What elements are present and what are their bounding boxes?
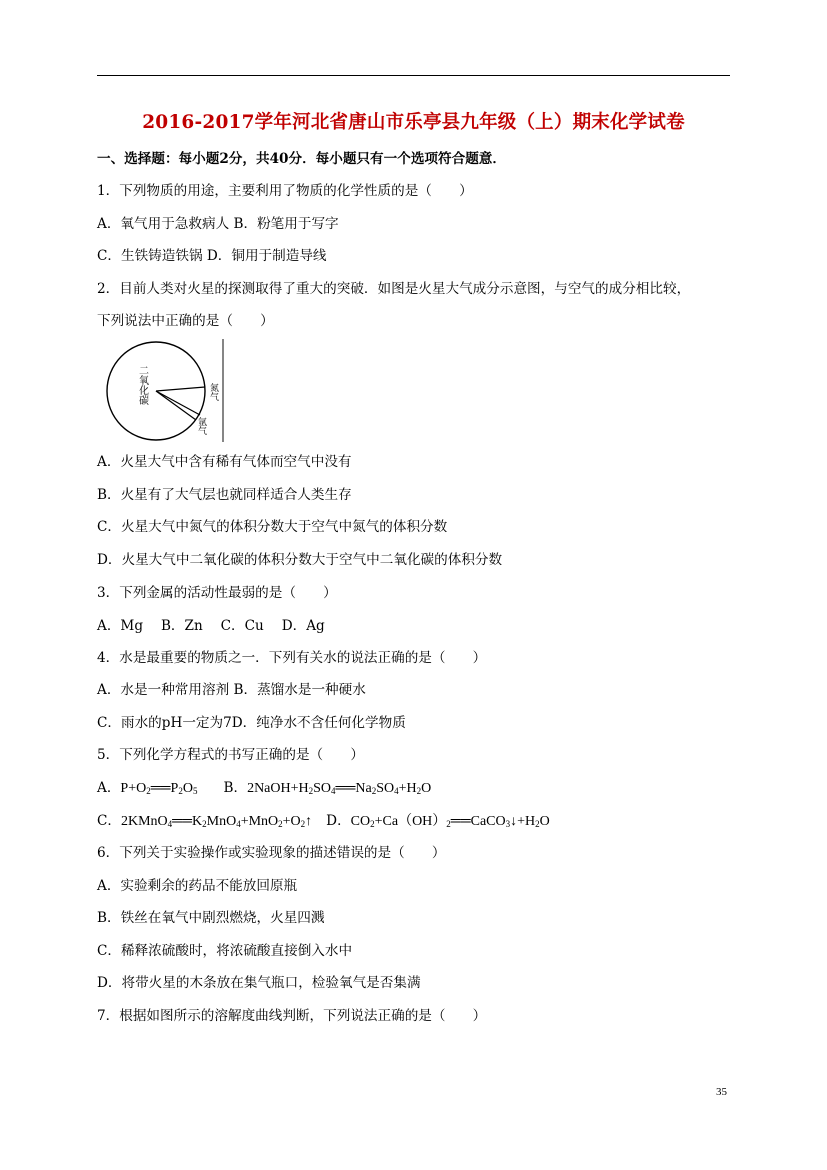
label-nitrogen: 氮气 [208,383,218,401]
question-5-options-ab [97,779,431,798]
question-1-stem: 1．下列物质的用途，主要利用了物质的化学性质的是（ ） [97,183,473,199]
question-4-stem: 4．水是最重要的物质之一．下列有关水的说法正确的是（ ） [97,650,487,666]
question-3-stem: 3．下列金属的活动性最弱的是（ ） [97,585,337,601]
mars-atmosphere-pie-figure [97,337,227,444]
question-3-options: A．Mg B．Zn C．Cu D．Ag [97,618,325,634]
option-d-label: D． [326,813,351,829]
question-1-option-line: C．生铁铸造铁锅 D．铜用于制造导线 [97,248,327,264]
label-argon: 氩气 [196,417,206,435]
question-7-stem: 7．根据如图所示的溶解度曲线判断，下列说法正确的是（ ） [97,1008,487,1024]
pie-divider [156,391,196,420]
option-a-label: A． [97,780,121,796]
question-2-option: A．火星大气中含有稀有气体而空气中没有 [97,454,352,470]
question-6-stem: 6．下列关于实验操作或实验现象的描述错误的是（ ） [97,845,446,861]
question-6-option: C．稀释浓硫酸时，将浓硫酸直接倒入水中 [97,943,353,959]
question-4-option-line: A．水是一种常用溶剂 B．蒸馏水是一种硬水 [97,682,366,698]
question-5-options-cd [97,812,550,831]
question-2-stem: 下列说法中正确的是（ ） [97,313,274,329]
option-c-equation: $2KMnO_4══K_2MnO_4+MnO_2+O_2↑$ [121,814,313,829]
header-rule [97,75,730,76]
question-1-option-line: A．氧气用于急救病人 B．粉笔用于写字 [97,216,339,232]
option-a-equation: $P+O_2══P_2O_5$ [120,781,198,796]
option-d-equation: $CO_2+Ca(OH)_2══CaCO_3↓+H_2O$ [350,814,550,829]
option-b-equation: $2NaOH+H_2SO_4══Na_2SO_4+H_2O$ [247,781,432,796]
question-6-option: D．将带火星的木条放在集气瓶口，检验氧气是否集满 [97,975,421,991]
page-number: 35 [716,1086,727,1098]
question-2-option: C．火星大气中氮气的体积分数大于空气中氮气的体积分数 [97,519,448,535]
question-6-option: B．铁丝在氧气中剧烈燃烧，火星四溅 [97,910,325,926]
question-4-option-line: C．雨水的pH一定为7D．纯净水不含任何化学物质 [97,715,406,731]
exam-title: 2016-2017学年河北省唐山市乐亭县九年级（上）期末化学试卷 [142,112,685,133]
label-carbon-dioxide: 二氧化碳 [136,365,148,405]
question-2-option: B．火星有了大气层也就同样适合人类生存 [97,487,352,503]
question-2-stem: 2．目前人类对火星的探测取得了重大的突破．如图是火星大气成分示意图，与空气的成分相比较， [97,281,691,297]
option-b-label: B． [223,780,248,796]
question-5-stem: 5．下列化学方程式的书写正确的是（ ） [97,747,364,763]
question-6-option: A．实验剩余的药品不能放回原瓶 [97,878,298,894]
section-heading: 一、选择题：每小题2分，共40分．每小题只有一个选项符合题意． [97,151,506,167]
question-2-option: D．火星大气中二氧化碳的体积分数大于空气中二氧化碳的体积分数 [97,552,503,568]
pie-divider [156,391,200,415]
pie-divider [156,387,205,391]
option-c-label: C． [97,813,121,829]
